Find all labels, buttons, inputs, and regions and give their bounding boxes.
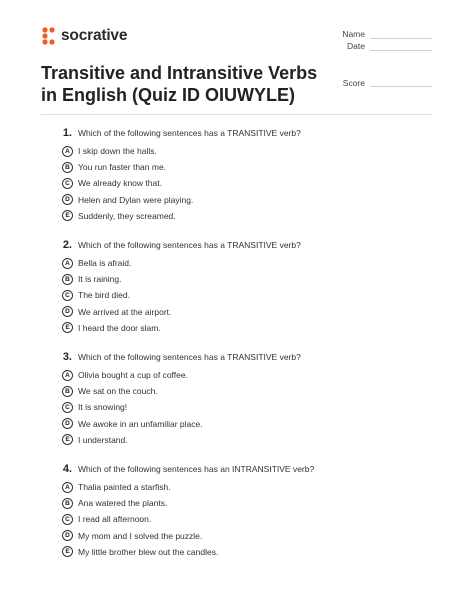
option-e[interactable] xyxy=(62,544,441,560)
option-letter-b: B xyxy=(62,386,73,397)
option-letter-a: A xyxy=(62,482,73,493)
option-c[interactable] xyxy=(62,175,441,191)
option-text: Bella is afraid. xyxy=(78,258,132,269)
option-text: My mom and I solved the puzzle. xyxy=(78,530,203,541)
socrative-logo xyxy=(41,27,127,45)
option-text: It is snowing! xyxy=(78,402,128,413)
option-letter-e: E xyxy=(62,546,73,557)
title-line-2: in English (Quiz ID OIUWYLE) xyxy=(41,85,295,105)
date-label: Date xyxy=(347,41,365,51)
option-text: The bird died. xyxy=(78,290,130,301)
option-text: I understand. xyxy=(78,434,128,445)
option-text: I read all afternoon. xyxy=(78,514,152,525)
question-number: 2. xyxy=(62,239,72,251)
option-text: It is raining. xyxy=(78,274,122,285)
option-e[interactable] xyxy=(62,208,441,224)
option-b[interactable] xyxy=(62,159,441,175)
question-4 xyxy=(41,463,441,560)
option-letter-a: A xyxy=(62,258,73,269)
option-d[interactable] xyxy=(62,416,441,432)
score-line xyxy=(370,86,432,87)
option-letter-d: D xyxy=(62,418,73,429)
header-divider xyxy=(41,114,432,115)
option-text: We sat on the couch. xyxy=(78,386,158,397)
option-letter-c: C xyxy=(62,178,73,189)
question-2 xyxy=(41,239,441,336)
option-text: Thalia painted a starfish. xyxy=(78,482,171,493)
title-line-1: Transitive and Intransitive Verbs xyxy=(41,63,318,83)
option-c[interactable] xyxy=(62,287,441,303)
option-c[interactable] xyxy=(62,511,441,527)
option-text: Ana watered the plants. xyxy=(78,498,168,509)
score-label: Score xyxy=(342,78,365,88)
option-letter-c: C xyxy=(62,514,73,525)
option-letter-a: A xyxy=(62,146,73,157)
option-letter-a: A xyxy=(62,370,73,381)
option-letter-d: D xyxy=(62,306,73,317)
name-label: Name xyxy=(342,29,365,39)
option-a[interactable] xyxy=(62,255,441,271)
option-b[interactable] xyxy=(62,383,441,399)
option-letter-e: E xyxy=(62,322,73,333)
option-letter-e: E xyxy=(62,210,73,221)
option-d[interactable] xyxy=(62,304,441,320)
question-number: 4. xyxy=(62,463,72,475)
option-letter-b: B xyxy=(62,498,73,509)
option-letter-b: B xyxy=(62,274,73,285)
question-text: Which of the following sentences has a TRANSITIVE verb? xyxy=(78,352,301,362)
name-line xyxy=(370,38,432,39)
option-text: I skip down the halls. xyxy=(78,146,157,157)
option-text: Suddenly, they screamed. xyxy=(78,210,176,221)
option-a[interactable] xyxy=(62,367,441,383)
option-text: We awoke in an unfamiliar place. xyxy=(78,418,203,429)
option-b[interactable] xyxy=(62,495,441,511)
option-c[interactable] xyxy=(62,399,441,415)
question-3 xyxy=(41,351,441,448)
option-text: We already know that. xyxy=(78,178,162,189)
option-text: Helen and Dylan were playing. xyxy=(78,194,194,205)
question-number: 1. xyxy=(62,127,72,139)
option-a[interactable] xyxy=(62,143,441,159)
option-letter-c: C xyxy=(62,402,73,413)
option-d[interactable] xyxy=(62,192,441,208)
socrative-logo-icon xyxy=(41,27,57,45)
logo-text: socrative xyxy=(61,27,128,44)
option-e[interactable] xyxy=(62,432,441,448)
date-line xyxy=(370,50,432,51)
option-text: Olivia bought a cup of coffee. xyxy=(78,370,188,381)
option-text: We arrived at the airport. xyxy=(78,306,172,317)
option-letter-e: E xyxy=(62,434,73,445)
question-text: Which of the following sentences has a TRANSITIVE verb? xyxy=(78,128,301,138)
option-a[interactable] xyxy=(62,479,441,495)
option-letter-c: C xyxy=(62,290,73,301)
question-number: 3. xyxy=(62,351,72,363)
question-text: Which of the following sentences has a TRANSITIVE verb? xyxy=(78,240,301,250)
question-1 xyxy=(41,127,441,224)
option-b[interactable] xyxy=(62,271,441,287)
option-letter-d: D xyxy=(62,194,73,205)
option-letter-d: D xyxy=(62,530,73,541)
option-d[interactable] xyxy=(62,528,441,544)
option-letter-b: B xyxy=(62,162,73,173)
option-text: My little brother blew out the candles. xyxy=(78,546,219,557)
page-title xyxy=(41,62,341,106)
question-text: Which of the following sentences has an INTRANSITIVE verb? xyxy=(78,464,315,474)
option-text: You run faster than me. xyxy=(78,162,167,173)
option-text: I heard the door slam. xyxy=(78,322,161,333)
option-e[interactable] xyxy=(62,320,441,336)
